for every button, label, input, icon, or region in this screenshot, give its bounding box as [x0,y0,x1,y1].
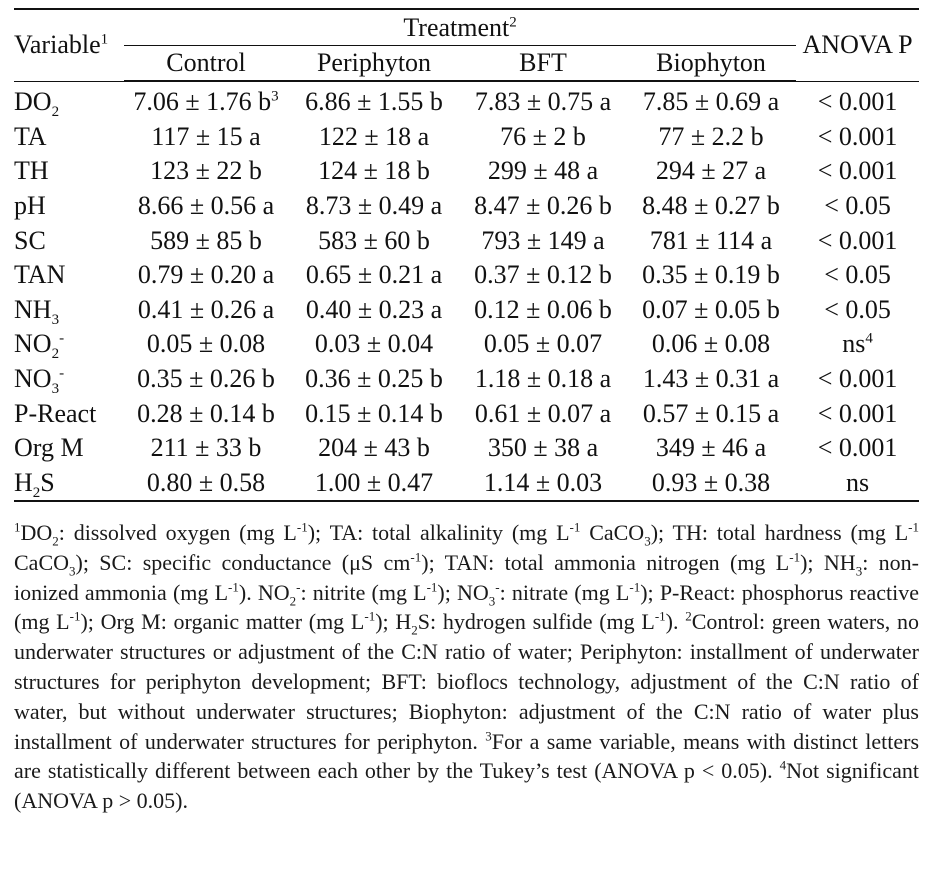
footnote-segment: 2 [685,609,692,625]
cell-anova: < 0.001 [817,87,898,117]
row-variable: TAN [14,260,66,290]
table-row [14,223,919,258]
footnote-segment: DO [20,520,53,545]
cell-biophyton: 8.48 ± 0.27 b [642,191,780,221]
cell-bft: 0.05 ± 0.07 [483,329,603,359]
cell-bft: 8.47 ± 0.26 b [474,191,612,221]
table-row [14,396,919,431]
cell-periphyton: 0.03 ± 0.04 [314,329,434,359]
cell-biophyton: 781 ± 114 a [649,225,773,255]
row-variable: P-React [14,398,97,428]
row-variable: $DO_2$ [14,87,60,121]
cell-anova: < 0.001 [817,398,898,428]
footnote-segment: ); NH [800,549,856,575]
cell-periphyton: 583 ± 60 b [318,225,430,255]
column-header-biophyton: Biophyton [626,46,796,81]
footnote-segment: ); SC: specific conductance (μS cm [75,549,411,575]
cell-anova: < 0.001 [817,121,898,151]
cell-control: 0.35 ± 0.26 b [137,364,275,394]
row-variable: $NO_2^-$ [14,329,65,363]
cell-control: 7.06 ± 1.76 $b^3$ [133,87,279,117]
cell-periphyton: 6.86 ± 1.55 b [305,87,443,117]
cell-bft: 0.37 ± 0.12 b [474,260,612,290]
cell-biophyton: 294 ± 27 a [655,156,767,186]
footnote-segment: ); TA: total alkalinity (mg L [307,520,570,545]
footnote-segment: -1 [654,609,666,625]
cell-control: 117 ± 15 a [151,121,261,151]
cell-control: 0.41 ± 0.26 a [137,294,275,324]
row-variable: $H_2S$ [14,467,55,502]
cell-control: 0.28 ± 0.14 b [137,398,275,428]
footnote-segment: -1 [426,579,438,595]
footnote-segment: -1 [228,579,239,595]
table-row [14,85,919,120]
cell-periphyton: 1.00 ± 0.47 [314,467,434,497]
treatment-header-footnote-mark: 2 [509,14,517,31]
row-variable: SC [14,225,46,255]
footnote-segment: 2 [52,533,59,549]
footnote-segment: ). NO [238,579,290,605]
variable-header [14,9,124,81]
cell-anova: $ns^4$ [842,329,873,359]
cell-anova: < 0.001 [817,364,898,394]
cell-anova: < 0.05 [824,294,891,324]
table-row [14,431,919,466]
cell-control: 8.66 ± 0.56 a [137,191,275,221]
row-variable: $NH_3$ [14,294,60,329]
footnote-segment: -1 [629,579,641,595]
footnote-segment: 4 [779,758,787,774]
cell-anova: < 0.001 [817,156,898,186]
cell-control: 0.79 ± 0.20 a [137,260,275,290]
footnote-segment: -1 [296,519,308,535]
cell-bft: 0.61 ± 0.07 a [474,398,612,428]
footnote-segment: : nitrate (mg L [499,579,630,605]
table-row [14,120,919,155]
column-header-bft: BFT [460,46,626,81]
footnote-segment: -1 [908,519,920,535]
cell-bft: 1.14 ± 0.03 [483,467,603,497]
cell-biophyton: 0.06 ± 0.08 [651,329,771,359]
cell-anova: ns [845,467,870,497]
cell-bft: 350 ± 38 a [487,433,599,463]
cell-biophyton: 1.43 ± 0.31 a [642,364,780,394]
cell-control: 211 ± 33 b [150,433,262,463]
footnote-segment: 1 [14,519,21,535]
table-row [14,189,919,224]
footnote-segment: 2 [289,592,297,608]
cell-bft: 0.12 ± 0.06 b [474,294,612,324]
cell-bft: 7.83 ± 0.75 a [474,87,612,117]
cell-biophyton: 0.57 ± 0.15 a [642,398,780,428]
row-variable: Org M [14,433,84,463]
row-variable: TA [14,121,47,151]
cell-periphyton: 0.40 ± 0.23 a [305,294,443,324]
column-header-periphyton: Periphyton [288,46,460,81]
row-variable: $NO_3^-$ [14,364,65,398]
footnote-segment: 2 [411,622,418,638]
variable-header-text: Variable [14,30,101,60]
cell-periphyton: 122 ± 18 a [318,121,430,151]
footnote-segment: S: hydrogen sulfide (mg L [417,609,655,635]
cell-anova: < 0.05 [824,191,891,221]
row-variable: pH [14,191,46,221]
footnote-segment: : nitrite (mg L [300,579,427,605]
footnote-segment: - [296,579,301,595]
cell-periphyton: 0.15 ± 0.14 b [305,398,443,428]
footnote-segment: ); TH: total hardness (mg L [650,520,909,545]
footnote-segment: Control: green waters, no underwater structures or adjustment of the C:N ratio of water; Periphyton: installment of underwater structures for periphyton development; BFT: bioflocs technology, adjustment of the C:N ratio of water, but without underwater structures; Biophyton: adjustment of the C:N ratio of water plus installment of underwater structures for periphyton. [14,609,919,754]
cell-periphyton: 204 ± 43 b [318,433,430,463]
cell-biophyton: 0.35 ± 0.19 b [642,260,780,290]
table-body [14,85,919,501]
treatment-header [124,9,796,46]
table-row [14,293,919,328]
table-footnote [14,518,919,816]
footnote-segment: - [495,579,500,595]
cell-biophyton: 0.07 ± 0.05 b [642,294,780,324]
footnote-segment: For a same variable, means with distinct letters are statistically different between each other by the Tukey’s test (ANOVA p < 0.05). [14,728,920,784]
footnote-segment: ); NO [437,579,489,605]
cell-anova: < 0.001 [817,433,898,463]
cell-control: 123 ± 22 b [150,156,262,186]
table-row [14,362,919,397]
table-row [14,258,919,293]
table-row [14,327,919,362]
footnote-segment: ); H [375,609,412,635]
cell-periphyton: 8.73 ± 0.49 a [305,191,443,221]
footnote-segment: 3 [485,728,492,744]
cell-biophyton: 7.85 ± 0.69 a [642,87,780,117]
cell-control: 0.05 ± 0.08 [146,329,266,359]
cell-bft: 793 ± 149 a [481,225,605,255]
footnote-segment: 3 [69,563,76,579]
footnote-segment: -1 [410,549,422,565]
footnote-segment: ); Org M: organic matter (mg L [80,609,365,635]
cell-biophyton: 0.93 ± 0.38 [651,467,771,497]
cell-bft: 1.18 ± 0.18 a [474,364,612,394]
footnote-segment: ). [665,609,686,635]
footnote-segment: CaCO [580,520,645,545]
header-row-columns [14,46,919,81]
footnote-segment: 3 [644,533,651,549]
water-quality-table [14,8,919,502]
cell-bft: 299 ± 48 a [487,156,599,186]
table-row [14,154,919,189]
footnote-segment: -1 [789,549,801,565]
table-row [14,466,919,502]
footnote-segment: 3 [488,592,496,608]
footnote-segment: CaCO [14,549,69,575]
cell-biophyton: 77 ± 2.2 b [658,121,764,151]
anova-header: ANOVA P [802,30,913,60]
cell-periphyton: 124 ± 18 b [318,156,430,186]
cell-control: 0.80 ± 0.58 [146,467,266,497]
cell-anova: < 0.001 [817,225,898,255]
cell-anova: < 0.05 [824,260,891,290]
variable-header-footnote-mark: 1 [100,31,109,48]
cell-periphyton: 0.36 ± 0.25 b [305,364,443,394]
footnote-segment: : dissolved oxygen (mg L [58,520,297,545]
treatment-header-text: Treatment [403,13,510,42]
footnote-segment: -1 [69,609,81,625]
column-header-control: Control [124,46,288,81]
footnote-segment: ); TAN: total ammonia nitrogen (mg L [421,549,790,575]
header-row-top [14,9,919,46]
cell-biophyton: 349 ± 46 a [655,433,767,463]
footnote-segment: -1 [364,609,376,625]
footnote-segment: 3 [855,563,863,579]
footnote-segment: : non-ionized ammonia (mg L [14,549,919,605]
footnote-segment: ); P-React: phosphorus reactive (mg L [14,579,919,635]
row-variable: TH [14,156,49,186]
cell-control: 589 ± 85 b [150,225,262,255]
footnote-segment: Not significant (ANOVA p > 0.05). [14,758,919,814]
cell-bft: 76 ± 2 b [500,121,586,151]
footnote-segment: -1 [569,519,581,535]
cell-periphyton: 0.65 ± 0.21 a [305,260,443,290]
